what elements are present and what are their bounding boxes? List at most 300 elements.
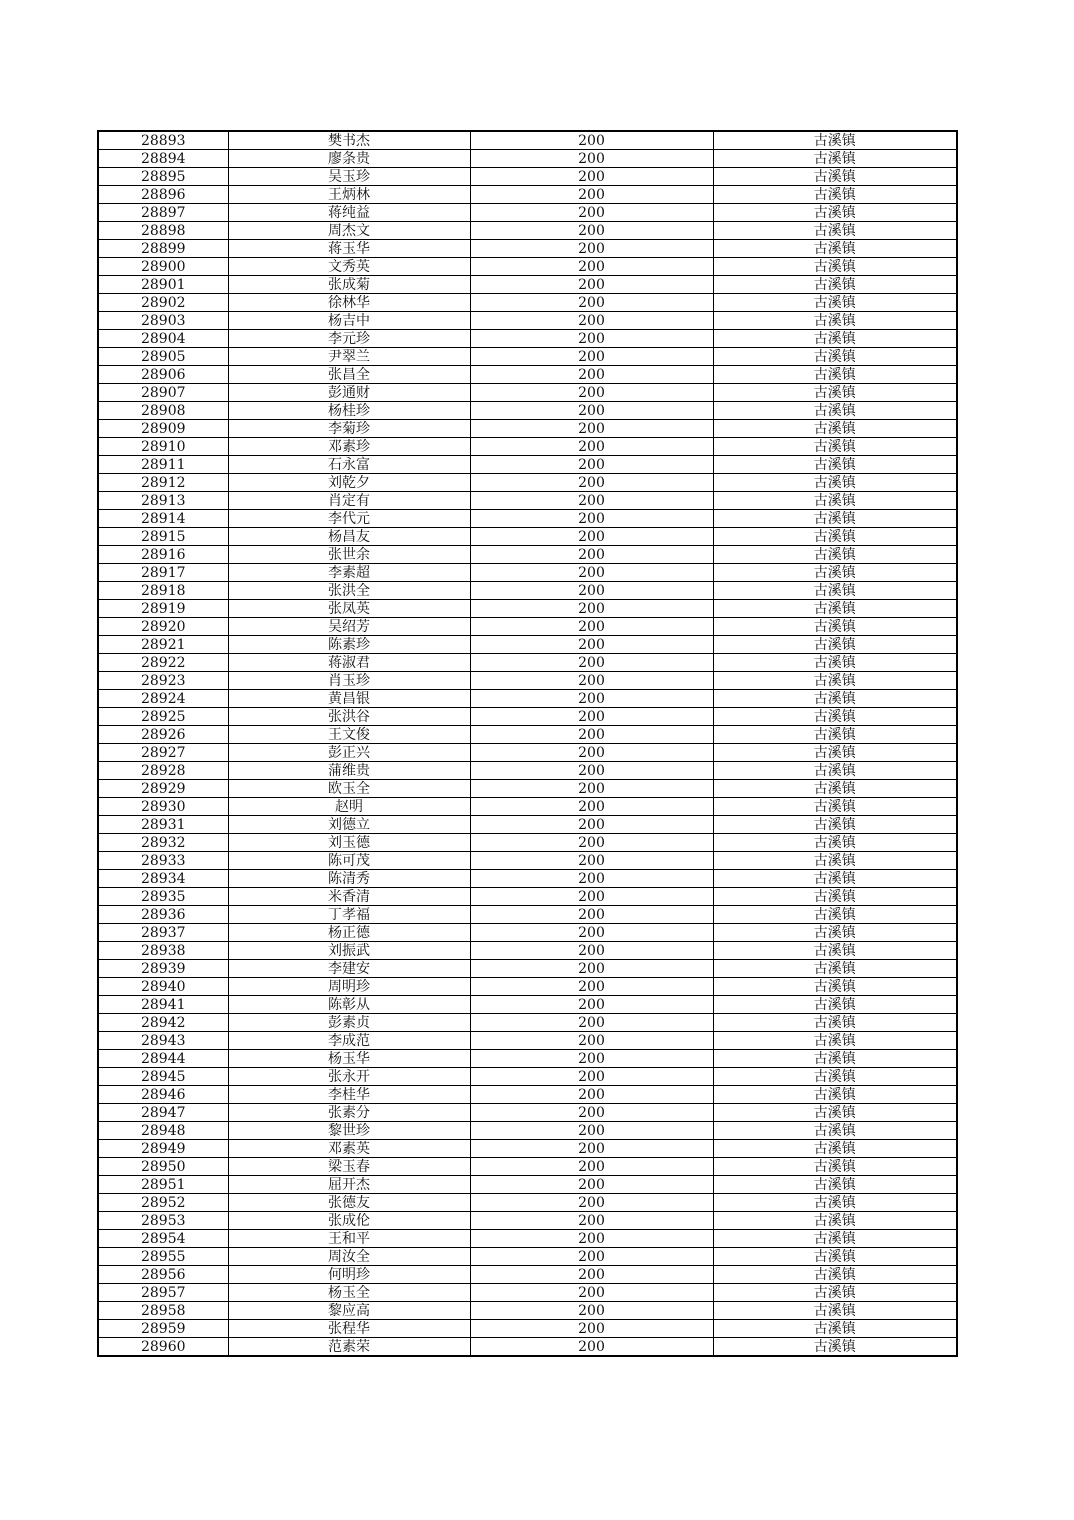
row-id-cell: 28916: [98, 546, 228, 564]
row-id-cell: 28917: [98, 564, 228, 582]
row-town-cell: 古溪镇: [713, 852, 957, 870]
row-id-cell: 28898: [98, 222, 228, 240]
table-row: [98, 978, 957, 996]
row-town-cell: 古溪镇: [713, 1068, 957, 1086]
table-row: [98, 131, 957, 150]
row-town-cell: 古溪镇: [713, 1302, 957, 1320]
row-name-cell: 杨桂珍: [228, 402, 470, 420]
row-name-cell: 丁孝福: [228, 906, 470, 924]
row-name-cell: 邓素珍: [228, 438, 470, 456]
row-id-cell: 28960: [98, 1338, 228, 1357]
row-id-cell: 28915: [98, 528, 228, 546]
row-amount-cell: 200: [470, 1230, 713, 1248]
row-amount-cell: 200: [470, 942, 713, 960]
row-town-cell: 古溪镇: [713, 1284, 957, 1302]
row-name-cell: 王和平: [228, 1230, 470, 1248]
row-amount-cell: 200: [470, 564, 713, 582]
row-town-cell: 古溪镇: [713, 312, 957, 330]
row-name-cell: 陈素珍: [228, 636, 470, 654]
row-town-cell: 古溪镇: [713, 492, 957, 510]
table-row: [98, 1320, 957, 1338]
row-name-cell: 尹翠兰: [228, 348, 470, 366]
row-town-cell: 古溪镇: [713, 618, 957, 636]
row-id-cell: 28924: [98, 690, 228, 708]
row-name-cell: 李桂华: [228, 1086, 470, 1104]
row-name-cell: 吴绍芳: [228, 618, 470, 636]
row-amount-cell: 200: [470, 222, 713, 240]
row-name-cell: 张洪谷: [228, 708, 470, 726]
table-row: [98, 780, 957, 798]
table-row: [98, 564, 957, 582]
row-name-cell: 李元珍: [228, 330, 470, 348]
row-amount-cell: 200: [470, 618, 713, 636]
row-name-cell: 黄昌银: [228, 690, 470, 708]
table-row: [98, 204, 957, 222]
row-id-cell: 28955: [98, 1248, 228, 1266]
row-name-cell: 樊书杰: [228, 131, 470, 150]
row-name-cell: 李素超: [228, 564, 470, 582]
table-row: [98, 996, 957, 1014]
row-id-cell: 28911: [98, 456, 228, 474]
table-row: [98, 438, 957, 456]
row-amount-cell: 200: [470, 1302, 713, 1320]
row-town-cell: 古溪镇: [713, 1050, 957, 1068]
row-name-cell: 张洪全: [228, 582, 470, 600]
row-id-cell: 28938: [98, 942, 228, 960]
row-id-cell: 28923: [98, 672, 228, 690]
row-id-cell: 28952: [98, 1194, 228, 1212]
table-row: [98, 348, 957, 366]
row-id-cell: 28926: [98, 726, 228, 744]
row-town-cell: 古溪镇: [713, 402, 957, 420]
table-row: [98, 834, 957, 852]
row-amount-cell: 200: [470, 1032, 713, 1050]
table-row: [98, 618, 957, 636]
row-amount-cell: 200: [470, 1014, 713, 1032]
row-name-cell: 范素荣: [228, 1338, 470, 1357]
row-town-cell: 古溪镇: [713, 222, 957, 240]
table-row: [98, 1050, 957, 1068]
row-town-cell: 古溪镇: [713, 960, 957, 978]
row-amount-cell: 200: [470, 636, 713, 654]
row-id-cell: 28897: [98, 204, 228, 222]
row-amount-cell: 200: [470, 438, 713, 456]
row-amount-cell: 200: [470, 654, 713, 672]
row-town-cell: 古溪镇: [713, 366, 957, 384]
row-name-cell: 彭通财: [228, 384, 470, 402]
row-amount-cell: 200: [470, 384, 713, 402]
table-row: [98, 852, 957, 870]
row-amount-cell: 200: [470, 510, 713, 528]
table-row: [98, 258, 957, 276]
row-amount-cell: 200: [470, 906, 713, 924]
row-name-cell: 张素分: [228, 1104, 470, 1122]
row-amount-cell: 200: [470, 528, 713, 546]
row-town-cell: 古溪镇: [713, 1230, 957, 1248]
row-id-cell: 28918: [98, 582, 228, 600]
table-row: [98, 1068, 957, 1086]
row-id-cell: 28901: [98, 276, 228, 294]
row-name-cell: 黎世珍: [228, 1122, 470, 1140]
table-row: [98, 312, 957, 330]
row-amount-cell: 200: [470, 1248, 713, 1266]
row-name-cell: 杨昌友: [228, 528, 470, 546]
row-town-cell: 古溪镇: [713, 870, 957, 888]
row-amount-cell: 200: [470, 456, 713, 474]
table-row: [98, 294, 957, 312]
row-town-cell: 古溪镇: [713, 546, 957, 564]
row-name-cell: 彭素贞: [228, 1014, 470, 1032]
row-town-cell: 古溪镇: [713, 1032, 957, 1050]
table-row: [98, 168, 957, 186]
row-amount-cell: 200: [470, 852, 713, 870]
row-town-cell: 古溪镇: [713, 1140, 957, 1158]
row-name-cell: 杨吉中: [228, 312, 470, 330]
table-row: [98, 1104, 957, 1122]
row-name-cell: 吴玉珍: [228, 168, 470, 186]
row-amount-cell: 200: [470, 1086, 713, 1104]
table-row: [98, 726, 957, 744]
row-name-cell: 张成伦: [228, 1212, 470, 1230]
row-name-cell: 刘德立: [228, 816, 470, 834]
row-amount-cell: 200: [470, 1338, 713, 1357]
table-row: [98, 924, 957, 942]
row-town-cell: 古溪镇: [713, 672, 957, 690]
row-id-cell: 28903: [98, 312, 228, 330]
row-amount-cell: 200: [470, 546, 713, 564]
row-name-cell: 邓素英: [228, 1140, 470, 1158]
row-id-cell: 28909: [98, 420, 228, 438]
row-amount-cell: 200: [470, 600, 713, 618]
row-amount-cell: 200: [470, 1158, 713, 1176]
table-row: [98, 276, 957, 294]
table-row: [98, 1122, 957, 1140]
row-amount-cell: 200: [470, 960, 713, 978]
row-id-cell: 28941: [98, 996, 228, 1014]
row-id-cell: 28896: [98, 186, 228, 204]
row-id-cell: 28906: [98, 366, 228, 384]
row-id-cell: 28953: [98, 1212, 228, 1230]
row-amount-cell: 200: [470, 690, 713, 708]
row-id-cell: 28931: [98, 816, 228, 834]
row-name-cell: 张永开: [228, 1068, 470, 1086]
table-row: [98, 1176, 957, 1194]
row-id-cell: 28932: [98, 834, 228, 852]
row-name-cell: 李代元: [228, 510, 470, 528]
table-row: [98, 186, 957, 204]
row-id-cell: 28939: [98, 960, 228, 978]
row-name-cell: 刘振武: [228, 942, 470, 960]
row-amount-cell: 200: [470, 780, 713, 798]
row-town-cell: 古溪镇: [713, 1212, 957, 1230]
row-id-cell: 28954: [98, 1230, 228, 1248]
row-id-cell: 28921: [98, 636, 228, 654]
row-name-cell: 杨玉全: [228, 1284, 470, 1302]
row-amount-cell: 200: [470, 1320, 713, 1338]
table-row: [98, 1158, 957, 1176]
table-row: [98, 1014, 957, 1032]
row-amount-cell: 200: [470, 1068, 713, 1086]
row-id-cell: 28919: [98, 600, 228, 618]
row-id-cell: 28929: [98, 780, 228, 798]
row-amount-cell: 200: [470, 996, 713, 1014]
row-name-cell: 文秀英: [228, 258, 470, 276]
row-amount-cell: 200: [470, 330, 713, 348]
row-town-cell: 古溪镇: [713, 384, 957, 402]
table-row: [98, 528, 957, 546]
row-town-cell: 古溪镇: [713, 294, 957, 312]
row-id-cell: 28958: [98, 1302, 228, 1320]
table-row: [98, 1212, 957, 1230]
row-name-cell: 陈清秀: [228, 870, 470, 888]
row-name-cell: 陈彰从: [228, 996, 470, 1014]
table-row: [98, 240, 957, 258]
row-id-cell: 28951: [98, 1176, 228, 1194]
row-amount-cell: 200: [470, 888, 713, 906]
row-amount-cell: 200: [470, 474, 713, 492]
row-amount-cell: 200: [470, 1176, 713, 1194]
row-id-cell: 28959: [98, 1320, 228, 1338]
row-town-cell: 古溪镇: [713, 510, 957, 528]
row-amount-cell: 200: [470, 312, 713, 330]
row-name-cell: 张昌全: [228, 366, 470, 384]
row-id-cell: 28933: [98, 852, 228, 870]
row-id-cell: 28920: [98, 618, 228, 636]
row-name-cell: 周杰文: [228, 222, 470, 240]
row-town-cell: 古溪镇: [713, 1104, 957, 1122]
table-row: [98, 1266, 957, 1284]
table-row: [98, 1230, 957, 1248]
table-row: [98, 654, 957, 672]
row-town-cell: 古溪镇: [713, 978, 957, 996]
row-amount-cell: 200: [470, 726, 713, 744]
row-name-cell: 蒲维贵: [228, 762, 470, 780]
table-row: [98, 402, 957, 420]
row-town-cell: 古溪镇: [713, 942, 957, 960]
row-id-cell: 28943: [98, 1032, 228, 1050]
row-town-cell: 古溪镇: [713, 131, 957, 150]
table-row: [98, 1338, 957, 1357]
table-row: [98, 672, 957, 690]
row-id-cell: 28910: [98, 438, 228, 456]
row-id-cell: 28950: [98, 1158, 228, 1176]
row-town-cell: 古溪镇: [713, 1014, 957, 1032]
row-town-cell: 古溪镇: [713, 276, 957, 294]
row-name-cell: 蒋淑君: [228, 654, 470, 672]
row-name-cell: 刘玉德: [228, 834, 470, 852]
table-row: [98, 906, 957, 924]
row-town-cell: 古溪镇: [713, 690, 957, 708]
row-town-cell: 古溪镇: [713, 780, 957, 798]
table-row: [98, 960, 957, 978]
row-amount-cell: 200: [470, 1266, 713, 1284]
table-row: [98, 870, 957, 888]
row-amount-cell: 200: [470, 492, 713, 510]
row-amount-cell: 200: [470, 1140, 713, 1158]
row-id-cell: 28949: [98, 1140, 228, 1158]
row-id-cell: 28894: [98, 150, 228, 168]
table-row: [98, 1284, 957, 1302]
row-town-cell: 古溪镇: [713, 834, 957, 852]
table-row: [98, 492, 957, 510]
row-id-cell: 28927: [98, 744, 228, 762]
row-town-cell: 古溪镇: [713, 924, 957, 942]
row-town-cell: 古溪镇: [713, 438, 957, 456]
row-amount-cell: 200: [470, 150, 713, 168]
table-row: [98, 384, 957, 402]
row-town-cell: 古溪镇: [713, 600, 957, 618]
table-row: [98, 474, 957, 492]
row-amount-cell: 200: [470, 798, 713, 816]
row-id-cell: 28900: [98, 258, 228, 276]
row-town-cell: 古溪镇: [713, 996, 957, 1014]
row-town-cell: 古溪镇: [713, 240, 957, 258]
row-town-cell: 古溪镇: [713, 906, 957, 924]
row-amount-cell: 200: [470, 402, 713, 420]
row-amount-cell: 200: [470, 870, 713, 888]
row-id-cell: 28956: [98, 1266, 228, 1284]
row-amount-cell: 200: [470, 672, 713, 690]
row-town-cell: 古溪镇: [713, 168, 957, 186]
row-name-cell: 王炳林: [228, 186, 470, 204]
row-amount-cell: 200: [470, 582, 713, 600]
row-name-cell: 刘乾夕: [228, 474, 470, 492]
row-id-cell: 28895: [98, 168, 228, 186]
row-amount-cell: 200: [470, 366, 713, 384]
table-row: [98, 708, 957, 726]
row-amount-cell: 200: [470, 762, 713, 780]
row-amount-cell: 200: [470, 1194, 713, 1212]
row-name-cell: 徐林华: [228, 294, 470, 312]
row-amount-cell: 200: [470, 204, 713, 222]
row-name-cell: 张世余: [228, 546, 470, 564]
table-row: [98, 1032, 957, 1050]
row-town-cell: 古溪镇: [713, 186, 957, 204]
row-amount-cell: 200: [470, 1104, 713, 1122]
row-amount-cell: 200: [470, 744, 713, 762]
row-amount-cell: 200: [470, 924, 713, 942]
row-town-cell: 古溪镇: [713, 1194, 957, 1212]
row-town-cell: 古溪镇: [713, 816, 957, 834]
row-town-cell: 古溪镇: [713, 528, 957, 546]
row-id-cell: 28946: [98, 1086, 228, 1104]
row-name-cell: 肖定有: [228, 492, 470, 510]
row-amount-cell: 200: [470, 978, 713, 996]
table-row: [98, 1302, 957, 1320]
row-name-cell: 张凤英: [228, 600, 470, 618]
row-amount-cell: 200: [470, 186, 713, 204]
row-town-cell: 古溪镇: [713, 1158, 957, 1176]
row-id-cell: 28899: [98, 240, 228, 258]
row-name-cell: 彭正兴: [228, 744, 470, 762]
table-row: [98, 510, 957, 528]
row-town-cell: 古溪镇: [713, 654, 957, 672]
row-amount-cell: 200: [470, 708, 713, 726]
row-id-cell: 28908: [98, 402, 228, 420]
row-id-cell: 28914: [98, 510, 228, 528]
row-amount-cell: 200: [470, 420, 713, 438]
row-name-cell: 李菊珍: [228, 420, 470, 438]
row-name-cell: 欧玉全: [228, 780, 470, 798]
row-id-cell: 28940: [98, 978, 228, 996]
row-name-cell: 张德友: [228, 1194, 470, 1212]
row-name-cell: 杨正德: [228, 924, 470, 942]
row-name-cell: 陈可茂: [228, 852, 470, 870]
table-row: [98, 1248, 957, 1266]
table-row: [98, 690, 957, 708]
row-id-cell: 28937: [98, 924, 228, 942]
row-town-cell: 古溪镇: [713, 258, 957, 276]
row-town-cell: 古溪镇: [713, 744, 957, 762]
table-row: [98, 600, 957, 618]
row-name-cell: 张程华: [228, 1320, 470, 1338]
row-id-cell: 28944: [98, 1050, 228, 1068]
row-town-cell: 古溪镇: [713, 348, 957, 366]
row-name-cell: 王文俊: [228, 726, 470, 744]
row-name-cell: 何明珍: [228, 1266, 470, 1284]
row-id-cell: 28922: [98, 654, 228, 672]
row-id-cell: 28947: [98, 1104, 228, 1122]
row-amount-cell: 200: [470, 834, 713, 852]
row-town-cell: 古溪镇: [713, 798, 957, 816]
row-id-cell: 28948: [98, 1122, 228, 1140]
row-town-cell: 古溪镇: [713, 150, 957, 168]
table-row: [98, 582, 957, 600]
row-amount-cell: 200: [470, 1122, 713, 1140]
row-amount-cell: 200: [470, 1050, 713, 1068]
row-name-cell: 杨玉华: [228, 1050, 470, 1068]
table-row: [98, 636, 957, 654]
table-row: [98, 150, 957, 168]
row-name-cell: 黎应高: [228, 1302, 470, 1320]
table-row: [98, 1086, 957, 1104]
row-id-cell: 28905: [98, 348, 228, 366]
row-town-cell: 古溪镇: [713, 1320, 957, 1338]
row-amount-cell: 200: [470, 294, 713, 312]
row-name-cell: 周明珍: [228, 978, 470, 996]
table-row: [98, 222, 957, 240]
row-name-cell: 蒋玉华: [228, 240, 470, 258]
row-amount-cell: 200: [470, 131, 713, 150]
row-amount-cell: 200: [470, 1284, 713, 1302]
row-name-cell: 米香清: [228, 888, 470, 906]
row-name-cell: 李成范: [228, 1032, 470, 1050]
row-amount-cell: 200: [470, 240, 713, 258]
table-row: [98, 1194, 957, 1212]
row-name-cell: 蒋纯益: [228, 204, 470, 222]
row-id-cell: 28912: [98, 474, 228, 492]
row-name-cell: 周汝全: [228, 1248, 470, 1266]
row-id-cell: 28928: [98, 762, 228, 780]
row-id-cell: 28945: [98, 1068, 228, 1086]
table-row: [98, 366, 957, 384]
table-row: [98, 456, 957, 474]
row-town-cell: 古溪镇: [713, 420, 957, 438]
table-body: [98, 131, 957, 1356]
row-town-cell: 古溪镇: [713, 1338, 957, 1357]
row-town-cell: 古溪镇: [713, 708, 957, 726]
row-amount-cell: 200: [470, 816, 713, 834]
row-id-cell: 28907: [98, 384, 228, 402]
recipient-table: [97, 130, 958, 1357]
row-town-cell: 古溪镇: [713, 474, 957, 492]
row-amount-cell: 200: [470, 1212, 713, 1230]
row-name-cell: 石永富: [228, 456, 470, 474]
row-id-cell: 28936: [98, 906, 228, 924]
row-name-cell: 赵明: [228, 798, 470, 816]
table-row: [98, 1140, 957, 1158]
table-row: [98, 546, 957, 564]
